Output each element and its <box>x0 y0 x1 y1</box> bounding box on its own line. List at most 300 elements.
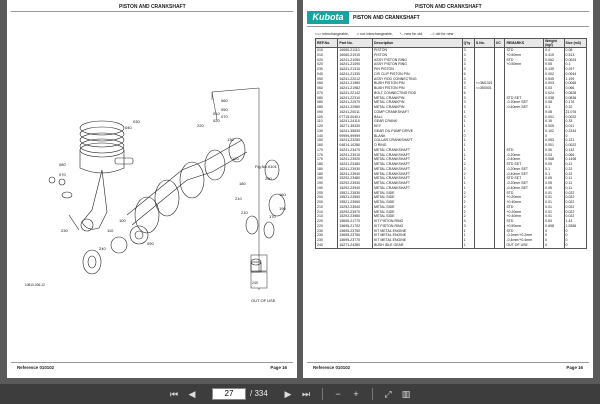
table-cell: 130 <box>316 129 338 134</box>
table-cell: -0.2mm/+0.2mm <box>505 233 544 238</box>
table-cell: 1 <box>462 186 474 191</box>
table-cell: 2 <box>462 210 474 215</box>
table-cell: 0.003 <box>544 81 564 86</box>
table-cell: PISTON <box>373 48 463 53</box>
table-cell: 3 <box>462 53 474 58</box>
table-cell: 16271-35330 <box>338 124 373 129</box>
table-cell: ASSY PISTON RING <box>373 58 463 63</box>
table-cell: STD <box>505 191 544 196</box>
table-cell: 020 <box>316 62 338 67</box>
table-cell: 190 <box>316 176 338 181</box>
table-cell: 16241-22970 <box>338 100 373 105</box>
table-cell: +0.50mm <box>505 53 544 58</box>
table-cell: 0.176 <box>564 100 586 105</box>
table-cell: 0.0836 <box>564 96 586 101</box>
table-cell: METAL CRANKSHAFT <box>373 167 463 172</box>
table-cell: BLANK <box>373 134 463 139</box>
table-cell: 0.102 <box>544 129 564 134</box>
table-cell: 04814-10280 <box>338 143 373 148</box>
table-cell: METAL SIDE <box>373 210 463 215</box>
table-cell: STD <box>505 229 544 234</box>
table-cell: STD <box>505 219 544 224</box>
table-cell: 0.038 <box>544 96 564 101</box>
table-cell: 120 <box>316 124 338 129</box>
table-cell: STD SET <box>505 96 544 101</box>
zoom-out-icon[interactable]: − <box>335 389 341 399</box>
table-cell: STD <box>505 58 544 63</box>
table-cell: 0.513 <box>564 53 586 58</box>
table-cell: 170 <box>316 153 338 158</box>
table-cell: 16241-21050 <box>338 58 373 63</box>
table-cell: 240 <box>316 243 338 248</box>
table-cell: 0.0024 <box>564 58 586 63</box>
last-page-button[interactable]: ⏭ <box>301 389 311 399</box>
table-cell: 0.415 <box>544 53 564 58</box>
table-cell: 0.1 <box>544 105 564 110</box>
table-cell: 0.066 <box>564 86 586 91</box>
table-cell: 15695-21770 <box>338 219 373 224</box>
table-cell: 16241-23910 <box>338 153 373 158</box>
table-cell: GEAR CRANK <box>373 119 463 124</box>
table-cell: -0.20mm SET <box>505 167 544 172</box>
table-cell: STD <box>505 205 544 210</box>
footer-reference: Reference 010102 <box>313 365 351 370</box>
table-cell: 0.63 <box>544 219 564 224</box>
table-cell: 0.011 <box>564 124 586 129</box>
svg-text:240: 240 <box>99 246 106 251</box>
table-cell: METAL CRANKSHAFT <box>373 153 463 158</box>
table-cell: 0.11 <box>564 162 586 167</box>
table-cell: 0.2244 <box>564 129 586 134</box>
table-cell: 210 <box>316 214 338 219</box>
table-cell: 0.022 <box>564 200 586 205</box>
table-cell: 0.08 <box>544 100 564 105</box>
fit-page-icon[interactable]: ⤢ <box>384 389 392 399</box>
table-cell: 200 <box>316 191 338 196</box>
table-cell: KIT METAL ENGINE <box>373 238 463 243</box>
table-cell: KEY <box>373 124 463 129</box>
table-cell: GEAR OIL PUMP DRIVE <box>373 129 463 134</box>
table-cell: 16241-21090 <box>338 62 373 67</box>
table-cell: 0.05 <box>544 176 564 181</box>
toolbar-separator <box>372 388 373 400</box>
table-cell: +0.20mm <box>505 210 544 215</box>
table-cell: 0.053 <box>544 138 564 143</box>
table-cell: 16241-22980 <box>338 105 373 110</box>
table-cell: METAL CRANKSHAFT <box>373 148 463 153</box>
table-cell: 2 <box>462 162 474 167</box>
svg-text:170: 170 <box>269 214 276 219</box>
table-cell: 0.4 <box>544 48 564 53</box>
table-cell: 0.001 <box>544 143 564 148</box>
table-cell: 16241-23940 <box>338 172 373 177</box>
table-cell: 0.06 <box>544 148 564 153</box>
table-cell: 15292-23970 <box>338 210 373 215</box>
table-cell: COLLAR CRANKSHAFT <box>373 138 463 143</box>
table-cell: 16241-22012 <box>338 77 373 82</box>
table-cell: 190 <box>316 181 338 186</box>
table-cell: 230 <box>316 233 338 238</box>
table-cell: 180 <box>316 172 338 177</box>
svg-text:240: 240 <box>252 281 258 285</box>
table-cell: 230 <box>316 238 338 243</box>
table-cell: 0.022 <box>564 195 586 200</box>
table-cell: 080 <box>316 96 338 101</box>
table-cell: 0 <box>564 243 586 248</box>
table-cell: 3 <box>462 81 474 86</box>
table-cell: <=3M1321 <box>474 81 494 86</box>
table-cell: 170 <box>316 157 338 162</box>
table-cell: 9.08 <box>544 110 564 115</box>
table-cell: 0 <box>544 233 564 238</box>
table-cell: 1 <box>462 233 474 238</box>
table-row <box>316 243 587 248</box>
table-cell: 230 <box>316 229 338 234</box>
table-cell: -0.20mm SET <box>505 181 544 186</box>
table-cell: 0.001 <box>544 115 564 120</box>
table-cell: 0.01 <box>544 210 564 215</box>
table-cell: 15292-23930 <box>338 181 373 186</box>
table-cell: METAL CRANKSHAFT <box>373 172 463 177</box>
svg-text:040: 040 <box>125 125 132 130</box>
interchange-legend: <=> interchangeable, -> not interchangeable, *-- new for old, --> old for new <box>315 32 454 36</box>
table-cell: 0.22 <box>564 172 586 177</box>
table-cell: METAL SIDE <box>373 214 463 219</box>
viewer-toolbar <box>0 384 600 404</box>
table-cell: STD <box>505 48 544 53</box>
table-cell: 0.22 <box>564 105 586 110</box>
table-cell: 0.0528 <box>564 91 586 96</box>
table-cell: 16060-21110 <box>338 48 373 53</box>
table-cell: 15695-21792 <box>338 224 373 229</box>
table-cell: 0.066 <box>564 153 586 158</box>
table-cell: 2 <box>462 200 474 205</box>
table-cell: 1 <box>462 243 474 248</box>
column-header: S.No. <box>474 39 494 48</box>
table-cell: 15695-23770 <box>338 238 373 243</box>
table-cell: METAL CRANKPIN <box>373 96 463 101</box>
table-cell: 2 <box>462 191 474 196</box>
table-cell: 15521-23530 <box>338 191 373 196</box>
table-cell: 1.5356 <box>564 224 586 229</box>
table-cell: 0.01 <box>544 200 564 205</box>
table-cell: KIT PISTON-RING <box>373 219 463 224</box>
table-cell: 0.1 <box>544 167 564 172</box>
table-cell: 16241-23470 <box>338 148 373 153</box>
table-cell: -0.40mm SET <box>505 186 544 191</box>
table-cell: 3 <box>462 224 474 229</box>
table-cell: 15695-23760 <box>338 233 373 238</box>
page-number-input[interactable]: 27 <box>212 388 246 400</box>
svg-text:110: 110 <box>107 228 114 233</box>
table-cell: 2 <box>462 167 474 172</box>
column-header: Description <box>373 39 463 48</box>
table-cell: 0.1496 <box>564 157 586 162</box>
table-cell: 1.199 <box>564 77 586 82</box>
footer-rule <box>11 362 293 363</box>
table-cell: 110 <box>316 119 338 124</box>
table-cell: 0 <box>564 229 586 234</box>
table-cell: -0.4mm/+0.4mm <box>505 238 544 243</box>
prev-page-button[interactable]: ◀ <box>188 389 196 399</box>
table-cell: 0.15 <box>544 119 564 124</box>
section-title: PISTON AND CRANKSHAFT <box>353 15 420 21</box>
table-cell: 16271-24280 <box>338 243 373 248</box>
table-cell: 16241-22310 <box>338 96 373 101</box>
svg-text:210: 210 <box>235 196 242 201</box>
table-cell: KIT PISTON-RING <box>373 224 463 229</box>
table-cell: -0.20mm <box>505 153 544 158</box>
table-cell: METAL CRANKSHAFT <box>373 186 463 191</box>
table-body <box>316 48 587 249</box>
table-cell: 150 <box>316 138 338 143</box>
table-cell <box>495 243 505 248</box>
table-cell: <=350001 <box>474 86 494 91</box>
table-cell: 0.05 <box>544 62 564 67</box>
svg-text:030: 030 <box>133 119 140 124</box>
table-cell: 0.022 <box>564 205 586 210</box>
svg-text:090: 090 <box>147 241 154 246</box>
svg-text:190: 190 <box>279 206 286 211</box>
table-cell: METAL SIDE <box>373 205 463 210</box>
table-cell: 200 <box>316 195 338 200</box>
table-cell: 1 <box>462 110 474 115</box>
footer-rule <box>307 362 589 363</box>
table-cell: 1 <box>462 238 474 243</box>
left-page <box>7 0 297 378</box>
table-cell: 0 <box>564 134 586 139</box>
table-cell: -0.40mm SET <box>505 105 544 110</box>
table-cell: 0.22 <box>564 167 586 172</box>
table-cell: 3 <box>462 58 474 63</box>
table-cell: 0.022 <box>564 210 586 215</box>
column-header: Q'ty <box>462 39 474 48</box>
table-cell: 0.11 <box>564 186 586 191</box>
svg-text:060: 060 <box>221 98 228 103</box>
table-cell: 0.024 <box>544 91 564 96</box>
table-cell: 0.0022 <box>564 143 586 148</box>
svg-text:180: 180 <box>239 181 246 186</box>
svg-text:070: 070 <box>59 172 66 177</box>
table-cell: 0.05 <box>544 186 564 191</box>
table-cell: STD SET <box>505 176 544 181</box>
table-cell: 0.33 <box>564 119 586 124</box>
table-cell: 16241-21980 <box>338 81 373 86</box>
table-cell: 0.545 <box>544 77 564 82</box>
table-cell: 6 <box>462 91 474 96</box>
table-cell: 060 <box>316 86 338 91</box>
table-cell: COMP CRANKSHAFT <box>373 110 463 115</box>
table-cell: METAL CRANKPIN <box>373 105 463 110</box>
footer-page: Page 16 <box>270 365 287 370</box>
column-header: REMARKS <box>505 39 544 48</box>
diagram-code: 10810-006-12 <box>25 283 45 287</box>
table-cell: 0 <box>544 134 564 139</box>
svg-text:100: 100 <box>119 218 126 223</box>
parts-table <box>315 38 587 249</box>
table-cell: 080 <box>316 105 338 110</box>
table-cell: 1 <box>462 138 474 143</box>
table-cell: 0 <box>544 229 564 234</box>
column-header: Size (m3) <box>564 39 586 48</box>
table-cell: +0.20mm <box>505 195 544 200</box>
table-cell: 0.1 <box>564 62 586 67</box>
table-cell: 190 <box>316 186 338 191</box>
table-cell: PIN PISTON <box>373 67 463 72</box>
table-cell: METAL CRANKPIN <box>373 100 463 105</box>
table-cell: 180 <box>316 162 338 167</box>
table-cell: 220 <box>316 224 338 229</box>
table-cell: STD <box>505 148 544 153</box>
table-cell: 15292-23480 <box>338 176 373 181</box>
svg-text:220: 220 <box>197 123 204 128</box>
footer-page: Page 16 <box>566 365 583 370</box>
table-cell: 16241-22142 <box>338 91 373 96</box>
table-cell: STD SET <box>505 162 544 167</box>
parts-diagram <box>7 0 297 378</box>
table-cell: 010 <box>316 53 338 58</box>
table-cell: 2 <box>462 195 474 200</box>
table-cell: 6 <box>462 72 474 77</box>
table-cell: 030 <box>316 67 338 72</box>
table-cell: 0.005 <box>544 124 564 129</box>
table-cell: 1 <box>462 157 474 162</box>
table-cell: 15521-23950 <box>338 195 373 200</box>
table-cell: BUSH IDLE GEAR <box>373 243 463 248</box>
table-header-row <box>316 39 587 48</box>
table-cell: KIT METAL ENGINE <box>373 229 463 234</box>
table-cell: 3 <box>462 105 474 110</box>
svg-text:050: 050 <box>221 107 228 112</box>
table-cell: 2 <box>462 172 474 177</box>
page-title: PISTON AND CRANKSHAFT <box>119 4 186 10</box>
table-cell: 16241-23480 <box>338 162 373 167</box>
table-cell: 060 <box>316 81 338 86</box>
table-cell: -0.40mm <box>505 157 544 162</box>
table-cell: METAL SIDE <box>373 195 463 200</box>
table-cell: 0.03 <box>544 153 564 158</box>
table-cell: BUSH PISTON PIN <box>373 86 463 91</box>
next-page-button[interactable]: ▶ <box>284 389 292 399</box>
table-cell: KIT METAL ENGINE <box>373 233 463 238</box>
table-cell: -0.40mm SET <box>505 172 544 177</box>
table-cell: 0.11 <box>564 176 586 181</box>
table-cell: 1 <box>462 229 474 234</box>
table-cell: 3 <box>462 96 474 101</box>
table-cell: 0.0022 <box>564 115 586 120</box>
toolbar-separator <box>322 388 323 400</box>
table-cell: 16241-35630 <box>338 129 373 134</box>
table-cell: 16060-21910 <box>338 53 373 58</box>
table-cell: 2 <box>462 205 474 210</box>
column-header: REF.No. <box>316 39 338 48</box>
table-cell: 0.121 <box>564 138 586 143</box>
table-cell: 16241-21330 <box>338 72 373 77</box>
table-cell: 0.01 <box>544 195 564 200</box>
table-cell: 0.08 <box>564 48 586 53</box>
table-cell: ASSY ROD CONNECTING <box>373 77 463 82</box>
svg-text:210: 210 <box>241 210 248 215</box>
table-cell: 070 <box>316 91 338 96</box>
first-page-button[interactable]: ⏮ <box>169 389 179 399</box>
table-cell: 1.43 <box>564 219 586 224</box>
table-cell: 0.05 <box>544 181 564 186</box>
table-cell: 1 <box>462 129 474 134</box>
table-cell: 15521-23960 <box>338 200 373 205</box>
table-cell: -0.20mm SET <box>505 100 544 105</box>
svg-text:010: 010 <box>213 111 220 116</box>
table-cell: 0 <box>564 233 586 238</box>
footer-reference: Reference 010102 <box>17 365 55 370</box>
table-cell: 16241-24110 <box>338 119 373 124</box>
table-cell: 170 <box>316 148 338 153</box>
table-cell: 180 <box>316 167 338 172</box>
svg-text:080: 080 <box>59 162 66 167</box>
table-cell: 16241-21982 <box>338 86 373 91</box>
table-cell: 100 <box>316 115 338 120</box>
table-cell: 1 <box>462 143 474 148</box>
table-cell: 0.002 <box>544 72 564 77</box>
table-cell: BUSH PISTON PIN <box>373 81 463 86</box>
table-cell: 0.01 <box>544 191 564 196</box>
kubota-logo: Kubota <box>307 11 349 24</box>
table-cell: 2 <box>462 214 474 219</box>
table-cell: 0.11 <box>564 181 586 186</box>
table-cell: 16241-21310 <box>338 67 373 72</box>
table-cell: 040 <box>316 72 338 77</box>
table-cell: 0.698 <box>544 224 564 229</box>
zoom-in-icon[interactable]: + <box>353 389 359 399</box>
svg-text:070: 070 <box>221 114 228 119</box>
table-cell: 16241-20011 <box>338 110 373 115</box>
table-cell: 16241-23920 <box>338 157 373 162</box>
table-cell: 3 <box>462 77 474 82</box>
table-cell: METAL CRANKSHAFT <box>373 181 463 186</box>
out-of-use-note: OUT OF USE <box>251 298 276 303</box>
table-cell: 160 <box>316 143 338 148</box>
table-cell: 0.297 <box>564 67 586 72</box>
table-cell: BOLT CONNECTING ROD <box>373 91 463 96</box>
table-cell: 0.062 <box>544 58 564 63</box>
table-cell: PISTON <box>373 53 463 58</box>
table-cell: 0 <box>462 134 474 139</box>
two-page-view-icon[interactable]: ▥ <box>401 389 411 399</box>
svg-text:230: 230 <box>61 228 68 233</box>
table-cell: 0.01 <box>544 205 564 210</box>
table-cell: +0.40mm <box>505 200 544 205</box>
table-cell: 16241-23250 <box>338 138 373 143</box>
column-header: I/C <box>495 39 505 48</box>
total-pages: / 334 <box>250 389 268 398</box>
table-cell: 0.068 <box>544 157 564 162</box>
table-cell: O RING <box>373 143 463 148</box>
table-cell: 15292-23980 <box>338 214 373 219</box>
right-page <box>303 0 593 378</box>
table-cell: 0.022 <box>564 191 586 196</box>
table-cell: 21.076 <box>564 110 586 115</box>
svg-text:130: 130 <box>227 137 234 142</box>
table-cell: 050 <box>316 77 338 82</box>
table-cell: 15695-23750 <box>338 229 373 234</box>
table-cell: METAL CRANKSHAFT <box>373 157 463 162</box>
table-cell: METAL CRANKSHAFT <box>373 176 463 181</box>
table-cell: 1 <box>462 124 474 129</box>
table-cell: 07715-00401 <box>338 115 373 120</box>
table-cell: 3 <box>462 62 474 67</box>
table-cell: 210 <box>316 210 338 215</box>
table-cell: 200 <box>316 200 338 205</box>
table-cell: 0.022 <box>564 214 586 219</box>
